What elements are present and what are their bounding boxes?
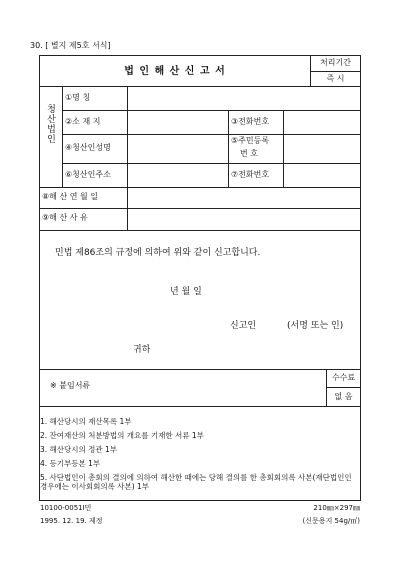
processing-divider-h xyxy=(310,71,361,72)
border-bottom xyxy=(39,500,361,501)
attachments-label: ※ 붙임서류 xyxy=(50,381,91,390)
liquidator-address-field[interactable] xyxy=(128,164,228,187)
liquidator-phone-label: ⑦전화번호 xyxy=(231,170,270,179)
corp-phone-label: ③전화번호 xyxy=(231,117,270,126)
corp-address-field[interactable] xyxy=(128,111,228,134)
liquidator-name-field[interactable] xyxy=(128,135,228,163)
attachment-item-4: 4. 등기부등본 1부 xyxy=(40,459,101,468)
paper-size: 210㎜×297㎜ xyxy=(313,504,360,512)
border-top xyxy=(39,55,361,56)
dissolution-reason-label: ⑨해 산 사 유 xyxy=(42,213,88,222)
attachments-bottom-line xyxy=(39,406,361,407)
border-right xyxy=(360,55,361,501)
attachment-item-3: 3. 해산당시의 정관 1부 xyxy=(40,445,118,454)
reporter-label: 신고인 xyxy=(230,321,257,331)
dissolution-reason-field[interactable] xyxy=(128,209,360,230)
fee-divider-h xyxy=(326,387,361,388)
resident-no-label-line1: ⑤주민등록 xyxy=(231,136,270,145)
corp-name-label: ①명 칭 xyxy=(65,93,91,102)
grid-line-7 xyxy=(39,230,361,231)
enactment-date: 1995. 12. 19. 제정 xyxy=(40,517,103,525)
processing-period-value: 즉 시 xyxy=(326,74,345,83)
signature-label: (서명 또는 인) xyxy=(287,321,344,331)
resident-no-field[interactable] xyxy=(284,135,360,163)
form-number-note: 30. [ 별지 제5호 서식] xyxy=(30,41,111,50)
fee-label: 수수료 xyxy=(331,373,356,382)
declaration-text: 민법 제86조의 규정에 의하여 위와 같이 신고합니다. xyxy=(55,248,261,258)
right-label-left xyxy=(228,110,229,187)
dissolution-date-label: ⑧해 산 연 월 일 xyxy=(42,192,98,201)
group-col-divider xyxy=(62,86,63,187)
corp-phone-field[interactable] xyxy=(284,111,360,134)
attachment-item-5: 5. 사단법인이 총회의 결의에 의하여 해산한 때에는 당해 결의를 한 총회회의록 사본(재단법인인 경우에는 이사회회의록 사본) 1부 xyxy=(40,473,352,491)
attachment-item-1: 1. 해산당시의 재산목록 1부 xyxy=(40,417,132,426)
attachment-item-2: 2. 잔여재산의 처분방법의 개요를 기재한 서류 1부 xyxy=(40,431,204,440)
date-line: 년 월 일 xyxy=(170,287,202,297)
liquidator-phone-field[interactable] xyxy=(284,164,360,187)
liquidator-name-label: ④청산인성명 xyxy=(65,143,111,152)
liquidator-address-label: ⑥청산인주소 xyxy=(65,170,111,179)
addressee-label: 귀하 xyxy=(133,345,151,355)
liquidating-corp-group-label: 청산법인 xyxy=(45,104,55,144)
form-title: 법 인 해 산 신 고 서 xyxy=(124,66,226,77)
resident-no-label-line2: 번 호 xyxy=(240,149,258,158)
corp-name-field[interactable] xyxy=(128,87,360,110)
fee-value: 없 음 xyxy=(334,392,353,401)
form-code: 10100-0051I민 xyxy=(40,504,92,512)
corp-address-label: ②소 재 지 xyxy=(65,117,101,126)
processing-period-label: 처리기간 xyxy=(320,58,351,67)
paper-type: (신문용지 54g/㎡) xyxy=(302,517,360,525)
dissolution-date-field[interactable] xyxy=(128,188,360,208)
attachments-top-line xyxy=(39,369,361,370)
